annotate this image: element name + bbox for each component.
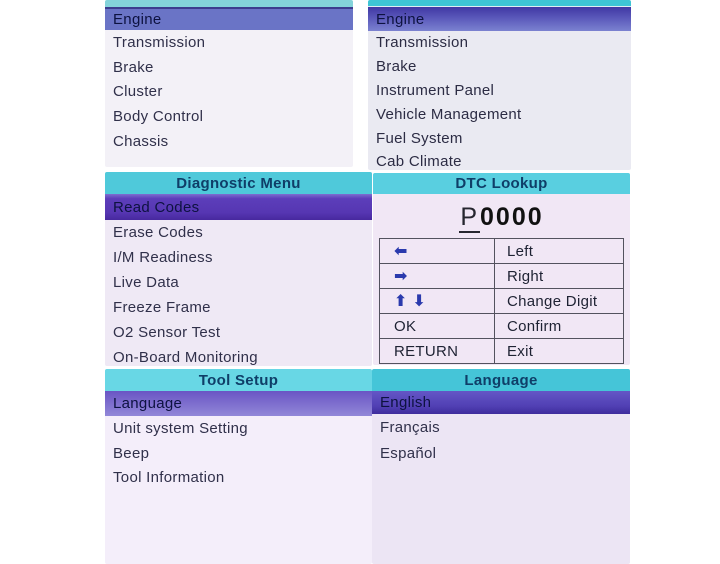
diagnostic-menu-screen (105, 172, 372, 366)
menu-item-engine[interactable]: Engine (105, 7, 353, 30)
menu-item-fuel-system[interactable]: Fuel System (376, 129, 463, 147)
screen-title: DTC Lookup (373, 173, 630, 194)
dtc-lookup-screen (373, 173, 630, 365)
title-bar-remnant (368, 0, 631, 7)
menu-item-live-data[interactable]: Live Data (113, 274, 180, 291)
menu-item-language[interactable]: Language (105, 391, 372, 416)
menu-item-transmission[interactable]: Transmission (113, 33, 206, 51)
menu-item-freeze-frame[interactable]: Freeze Frame (113, 299, 211, 316)
menu-item-body-control[interactable]: Body Control (113, 107, 204, 125)
menu-item-engine[interactable]: Engine (368, 7, 631, 31)
help-row-return (380, 339, 624, 364)
menu-item-english[interactable]: English (372, 391, 630, 414)
menu-item-unit-system-setting[interactable]: Unit system Setting (113, 419, 248, 437)
menu-item-tool-information[interactable]: Tool Information (113, 469, 225, 487)
help-row-change-digit (380, 289, 624, 314)
menu-item-erase-codes[interactable]: Erase Codes (113, 224, 204, 241)
help-action-exit: Exit (495, 339, 624, 364)
vehicle-system-menu-b (368, 0, 631, 170)
left-arrow-icon: ⬅ (380, 239, 495, 264)
vehicle-system-menu-a (105, 0, 353, 167)
screen-title: Tool Setup (105, 369, 372, 391)
menu-item-transmission[interactable]: Transmission (376, 34, 469, 52)
help-action-right: Right (495, 264, 624, 289)
right-arrow-icon: ➡ (380, 264, 495, 289)
help-row-ok (380, 314, 624, 339)
menu-item-cab-climate[interactable]: Cab Climate (376, 153, 462, 170)
dtc-code-digits[interactable]: 0000 (480, 203, 544, 231)
menu-item-francais[interactable]: Français (380, 418, 440, 436)
menu-item-beep[interactable]: Beep (113, 444, 150, 462)
screen-title: Diagnostic Menu (105, 172, 372, 194)
menu-item-chassis[interactable]: Chassis (113, 132, 169, 150)
return-key-label: RETURN (380, 339, 495, 364)
help-action-change-digit: Change Digit (495, 289, 624, 314)
up-down-arrow-icon: ⬆ ⬇ (380, 289, 495, 314)
help-row-left (380, 239, 624, 264)
tool-setup-screen (105, 369, 372, 564)
ok-key-label: OK (380, 314, 495, 339)
menu-item-vehicle-management[interactable]: Vehicle Management (376, 105, 522, 123)
menu-item-im-readiness[interactable]: I/M Readiness (113, 249, 213, 266)
key-help-table (379, 238, 624, 364)
menu-item-brake[interactable]: Brake (113, 58, 154, 76)
menu-item-o2-sensor-test[interactable]: O2 Sensor Test (113, 324, 221, 341)
menu-item-espanol[interactable]: Español (380, 444, 437, 462)
screen-title: Language (372, 369, 630, 391)
dtc-code-display[interactable] (373, 203, 630, 231)
language-screen (372, 369, 630, 564)
menu-item-instrument-panel[interactable]: Instrument Panel (376, 81, 495, 99)
title-bar-remnant (105, 0, 353, 7)
menu-item-cluster[interactable]: Cluster (113, 83, 163, 101)
help-action-confirm: Confirm (495, 314, 624, 339)
dtc-code-prefix[interactable]: P (460, 203, 480, 231)
menu-item-brake[interactable]: Brake (376, 58, 417, 76)
menu-item-read-codes[interactable]: Read Codes (105, 194, 372, 220)
help-row-right (380, 264, 624, 289)
menu-item-on-board-monitoring[interactable]: On-Board Monitoring (113, 349, 258, 366)
help-action-left: Left (495, 239, 624, 264)
